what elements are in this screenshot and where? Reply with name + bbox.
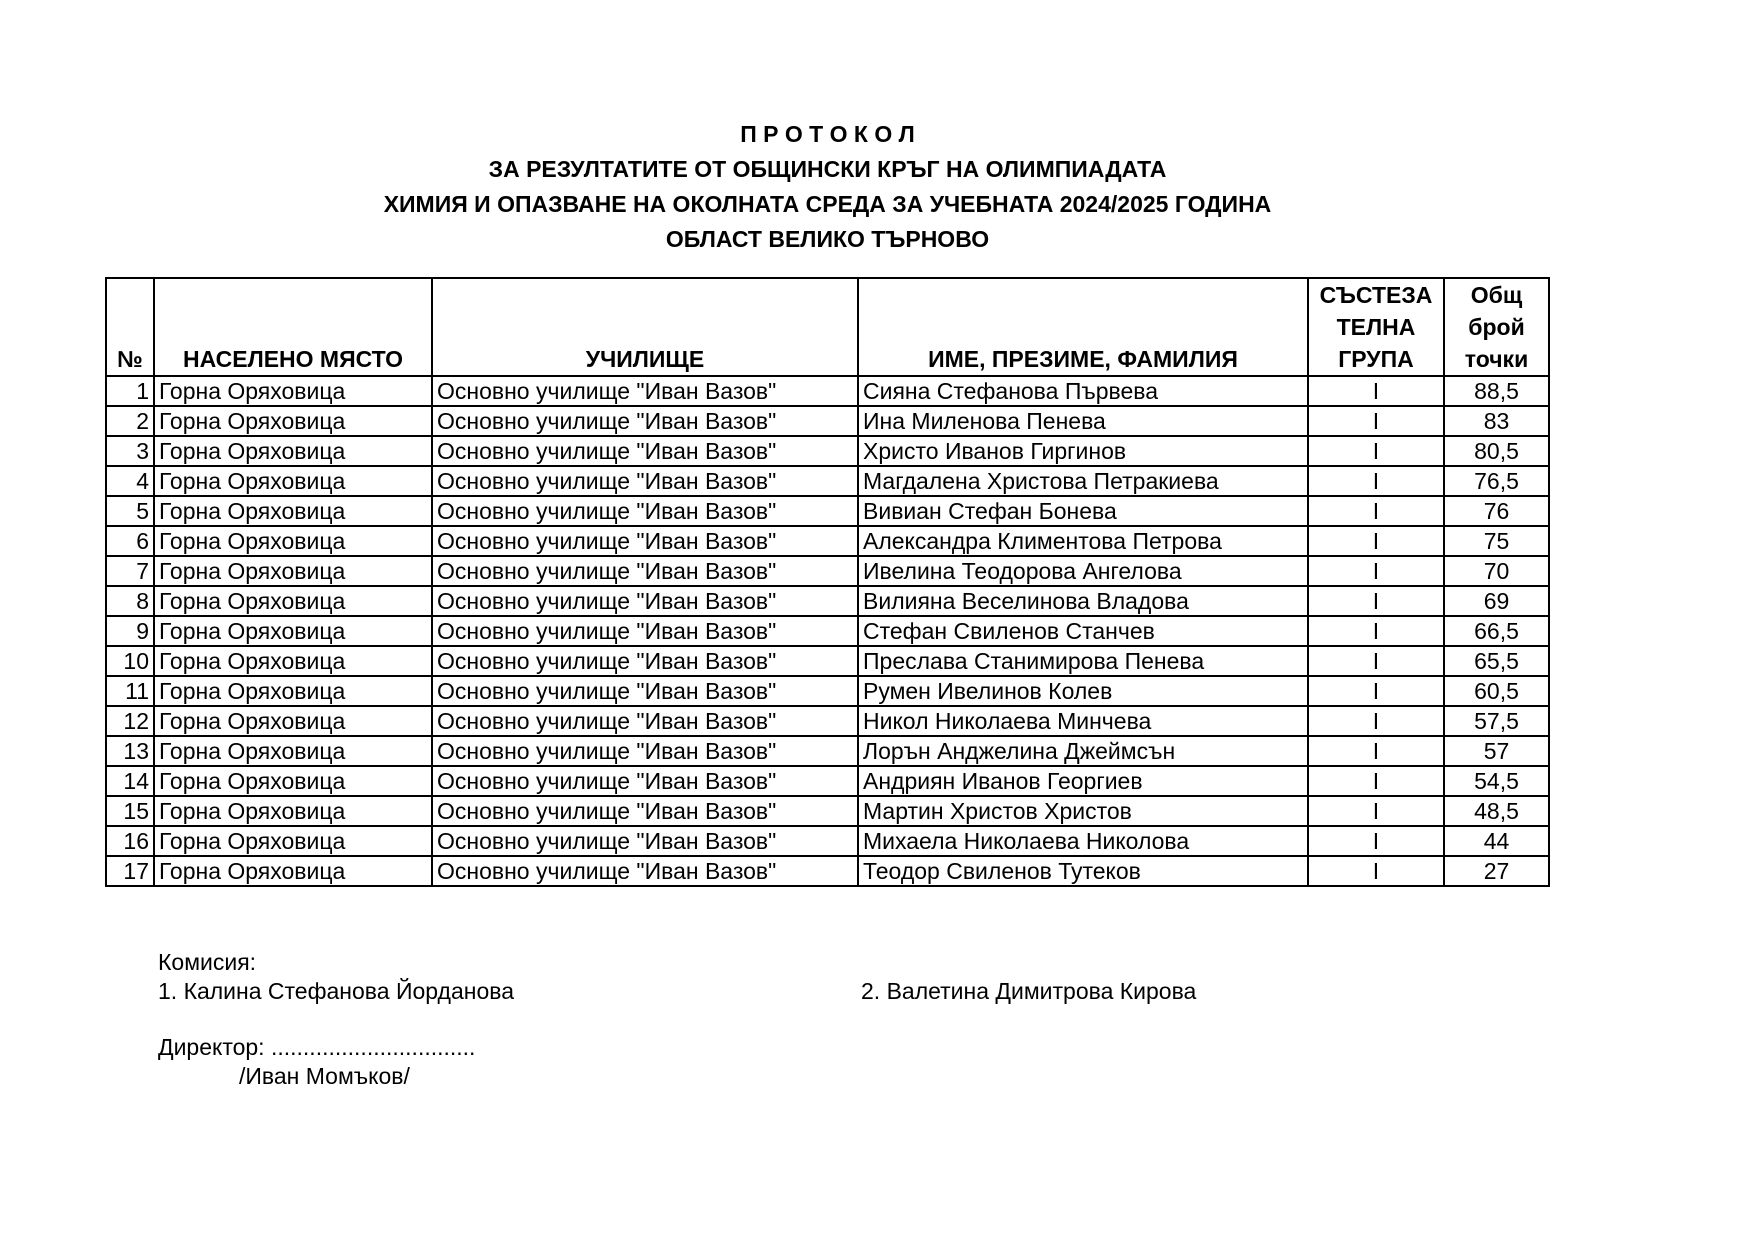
header-group-line1: СЪСТЕЗА (1319, 282, 1433, 308)
commission-member-2: 2. Валетина Димитрова Кирова (861, 978, 1197, 1004)
table-row (106, 406, 1549, 436)
cell-school: Основно училище "Иван Вазов" (432, 616, 858, 646)
cell-group: I (1308, 556, 1444, 586)
table-row (106, 616, 1549, 646)
table-row (106, 646, 1549, 676)
cell-name: Лорън Анджелина Джеймсън (858, 736, 1308, 766)
cell-name: Вивиан Стефан Бонева (858, 496, 1308, 526)
header-school: УЧИЛИЩЕ (432, 278, 858, 376)
table-header-row (106, 278, 1549, 376)
header-group-line2: ТЕЛНА (1336, 314, 1416, 340)
cell-school: Основно училище "Иван Вазов" (432, 766, 858, 796)
table-row (106, 736, 1549, 766)
cell-points: 88,5 (1444, 376, 1549, 406)
cell-school: Основно училище "Иван Вазов" (432, 526, 858, 556)
cell-num: 8 (106, 586, 154, 616)
cell-name: Никол Николаева Минчева (858, 706, 1308, 736)
cell-group: I (1308, 526, 1444, 556)
cell-num: 2 (106, 406, 154, 436)
cell-name: Андриян Иванов Георгиев (858, 766, 1308, 796)
cell-points: 66,5 (1444, 616, 1549, 646)
cell-num: 6 (106, 526, 154, 556)
cell-school: Основно училище "Иван Вазов" (432, 376, 858, 406)
cell-num: 5 (106, 496, 154, 526)
cell-points: 69 (1444, 586, 1549, 616)
cell-num: 4 (106, 466, 154, 496)
cell-group: I (1308, 496, 1444, 526)
cell-num: 3 (106, 436, 154, 466)
title-line-subject: ХИМИЯ И ОПАЗВАНЕ НА ОКОЛНАТА СРЕДА ЗА УЧЕБНАТА 2024/2025 ГОДИНА (383, 191, 1272, 217)
cell-school: Основно училище "Иван Вазов" (432, 856, 858, 886)
cell-place: Горна Оряховица (154, 856, 432, 886)
cell-name: Теодор Свиленов Тутеков (858, 856, 1308, 886)
cell-group: I (1308, 466, 1444, 496)
cell-school: Основно училище "Иван Вазов" (432, 826, 858, 856)
cell-points: 70 (1444, 556, 1549, 586)
cell-name: Мартин Христов Христов (858, 796, 1308, 826)
director-name: /Иван Момъков/ (239, 1063, 410, 1089)
cell-place: Горна Оряховица (154, 706, 432, 736)
header-points-line2: брой (1468, 314, 1525, 340)
cell-num: 11 (106, 676, 154, 706)
cell-num: 13 (106, 736, 154, 766)
table-row (106, 376, 1549, 406)
table-row (106, 556, 1549, 586)
cell-name: Стефан Свиленов Станчев (858, 616, 1308, 646)
cell-school: Основно училище "Иван Вазов" (432, 796, 858, 826)
table-row (106, 826, 1549, 856)
title-line-region: ОБЛАСТ ВЕЛИКО ТЪРНОВО (665, 226, 990, 252)
cell-name: Ивелина Теодорова Ангелова (858, 556, 1308, 586)
cell-name: Вилияна Веселинова Владова (858, 586, 1308, 616)
cell-group: I (1308, 646, 1444, 676)
cell-group: I (1308, 586, 1444, 616)
cell-place: Горна Оряховица (154, 616, 432, 646)
table-row (106, 676, 1549, 706)
header-points (1444, 278, 1549, 376)
table-row (106, 586, 1549, 616)
table-row (106, 856, 1549, 886)
cell-place: Горна Оряховица (154, 826, 432, 856)
commission-label: Комисия: (158, 949, 257, 975)
cell-place: Горна Оряховица (154, 736, 432, 766)
cell-place: Горна Оряховица (154, 646, 432, 676)
title-line-results: ЗА РЕЗУЛТАТИТЕ ОТ ОБЩИНСКИ КРЪГ НА ОЛИМПИАДАТА (488, 156, 1167, 182)
cell-name: Преслава Станимирова Пенева (858, 646, 1308, 676)
table-row (106, 466, 1549, 496)
cell-points: 57 (1444, 736, 1549, 766)
cell-school: Основно училище "Иван Вазов" (432, 676, 858, 706)
cell-num: 9 (106, 616, 154, 646)
header-points-line1: Общ (1470, 282, 1523, 308)
table-row (106, 496, 1549, 526)
cell-num: 10 (106, 646, 154, 676)
cell-points: 48,5 (1444, 796, 1549, 826)
cell-place: Горна Оряховица (154, 466, 432, 496)
cell-place: Горна Оряховица (154, 406, 432, 436)
cell-name: Александра Климентова Петрова (858, 526, 1308, 556)
cell-group: I (1308, 766, 1444, 796)
header-group (1308, 278, 1444, 376)
cell-num: 14 (106, 766, 154, 796)
cell-group: I (1308, 856, 1444, 886)
results-body (106, 376, 1549, 886)
cell-place: Горна Оряховица (154, 556, 432, 586)
cell-group: I (1308, 616, 1444, 646)
cell-place: Горна Оряховица (154, 436, 432, 466)
cell-group: I (1308, 436, 1444, 466)
cell-points: 75 (1444, 526, 1549, 556)
cell-points: 57,5 (1444, 706, 1549, 736)
cell-school: Основно училище "Иван Вазов" (432, 466, 858, 496)
cell-school: Основно училище "Иван Вазов" (432, 556, 858, 586)
table-row (106, 526, 1549, 556)
header-group-line3: ГРУПА (1338, 346, 1414, 372)
header-place: НАСЕЛЕНО МЯСТО (154, 278, 432, 376)
cell-name: Михаела Николаева Николова (858, 826, 1308, 856)
cell-group: I (1308, 706, 1444, 736)
cell-group: I (1308, 406, 1444, 436)
cell-name: Сияна Стефанова Първева (858, 376, 1308, 406)
header-points-line3: точки (1464, 346, 1529, 372)
cell-place: Горна Оряховица (154, 586, 432, 616)
table-row (106, 796, 1549, 826)
cell-school: Основно училище "Иван Вазов" (432, 706, 858, 736)
cell-points: 76 (1444, 496, 1549, 526)
table-row (106, 766, 1549, 796)
results-table (105, 277, 1550, 887)
cell-num: 7 (106, 556, 154, 586)
cell-school: Основно училище "Иван Вазов" (432, 436, 858, 466)
table-row (106, 706, 1549, 736)
title-line-protocol: П Р О Т О К О Л (740, 121, 915, 147)
cell-name: Ина Миленова Пенева (858, 406, 1308, 436)
cell-place: Горна Оряховица (154, 526, 432, 556)
document-title (0, 117, 1655, 257)
commission-member-1: 1. Калина Стефанова Йорданова (158, 978, 514, 1004)
cell-place: Горна Оряховица (154, 376, 432, 406)
cell-place: Горна Оряховица (154, 676, 432, 706)
cell-school: Основно училище "Иван Вазов" (432, 646, 858, 676)
director-signature-line: Директор: ................................ (158, 1034, 476, 1060)
cell-group: I (1308, 736, 1444, 766)
cell-school: Основно училище "Иван Вазов" (432, 406, 858, 436)
cell-num: 17 (106, 856, 154, 886)
cell-school: Основно училище "Иван Вазов" (432, 496, 858, 526)
cell-school: Основно училище "Иван Вазов" (432, 586, 858, 616)
cell-group: I (1308, 826, 1444, 856)
cell-group: I (1308, 376, 1444, 406)
table-row (106, 436, 1549, 466)
cell-group: I (1308, 796, 1444, 826)
cell-points: 54,5 (1444, 766, 1549, 796)
cell-num: 16 (106, 826, 154, 856)
cell-points: 65,5 (1444, 646, 1549, 676)
cell-group: I (1308, 676, 1444, 706)
cell-num: 12 (106, 706, 154, 736)
header-num: № (106, 278, 154, 376)
cell-points: 60,5 (1444, 676, 1549, 706)
cell-num: 15 (106, 796, 154, 826)
cell-name: Магдалена Христова Петракиева (858, 466, 1308, 496)
cell-num: 1 (106, 376, 154, 406)
cell-name: Христо Иванов Гиргинов (858, 436, 1308, 466)
cell-points: 27 (1444, 856, 1549, 886)
cell-place: Горна Оряховица (154, 766, 432, 796)
cell-points: 76,5 (1444, 466, 1549, 496)
cell-place: Горна Оряховица (154, 796, 432, 826)
cell-points: 44 (1444, 826, 1549, 856)
header-name: ИМЕ, ПРЕЗИМЕ, ФАМИЛИЯ (858, 278, 1308, 376)
cell-place: Горна Оряховица (154, 496, 432, 526)
cell-points: 80,5 (1444, 436, 1549, 466)
cell-name: Румен Ивелинов Колев (858, 676, 1308, 706)
cell-points: 83 (1444, 406, 1549, 436)
cell-school: Основно училище "Иван Вазов" (432, 736, 858, 766)
